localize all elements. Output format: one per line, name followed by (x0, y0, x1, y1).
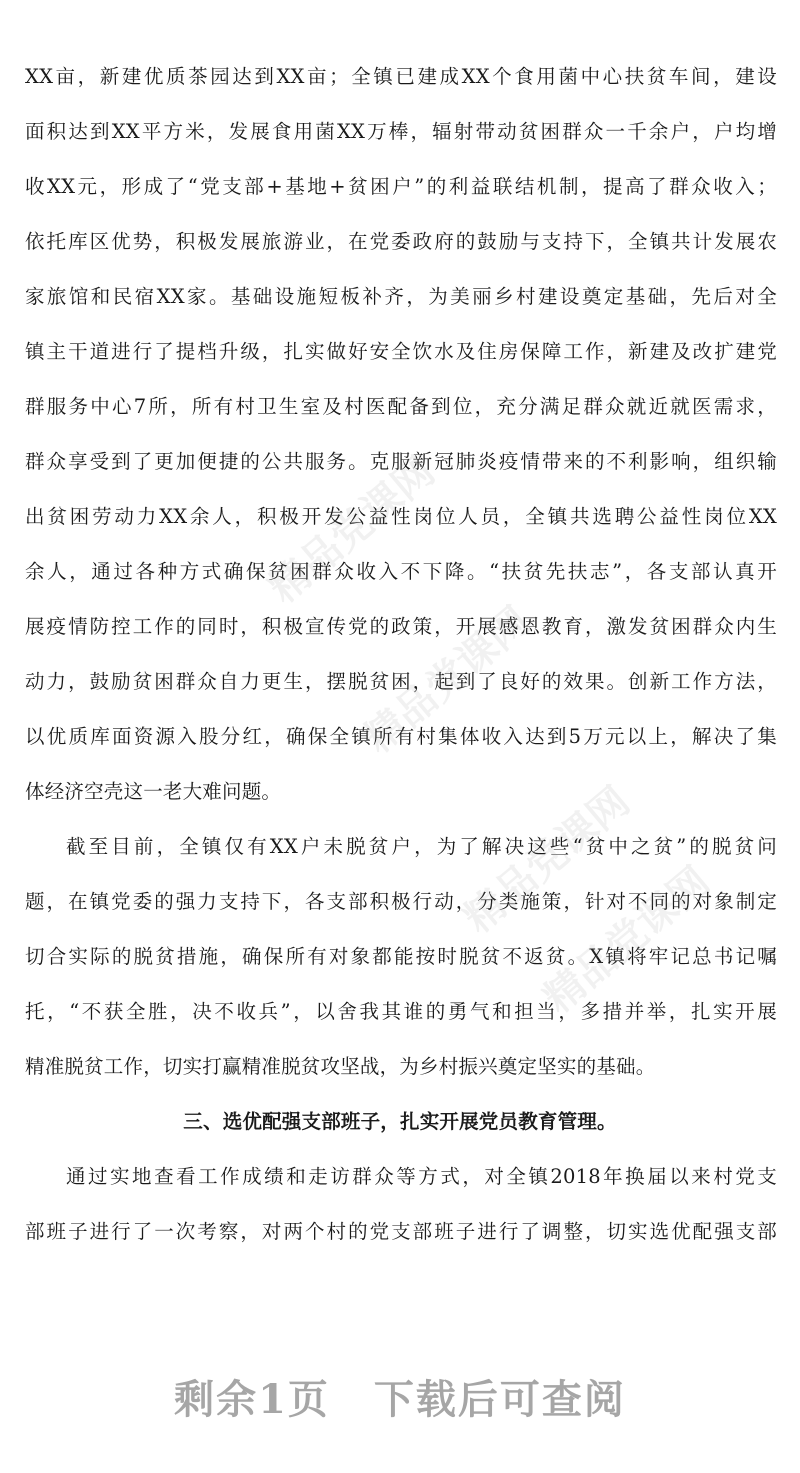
text-line: 展疫情防控工作的同时，积极宣传党的政策，开展感恩教育，激发贫困群众内生 (25, 615, 777, 638)
text-line: 镇主干道进行了提档升级，扎实做好安全饮水及住房保障工作，新建及改扩建党 (25, 340, 777, 363)
text-line: 面积达到XX平方米，发展食用菌XX万棒，辐射带动贫困群众一千余户，户均增 (25, 120, 777, 143)
text-line: 题，在镇党委的强力支持下，各支部积极行动，分类施策，针对不同的对象制定 (25, 890, 777, 913)
text-line: 体经济空壳这一老大难问题。 (25, 780, 282, 803)
text-line: 依托库区优势，积极发展旅游业，在党委政府的鼓励与支持下，全镇共计发展农 (25, 230, 777, 253)
preview-limit-banner[interactable] (0, 1368, 800, 1425)
text-line: 余人，通过各种方式确保贫困群众收入不下降。“扶贫先扶志”，各支部认真开 (25, 560, 777, 583)
text-line: 以优质库面资源入股分红，确保全镇所有村集体收入达到5万元以上，解决了集 (25, 725, 777, 748)
text-line: 部班子进行了一次考察，对两个村的党支部班子进行了调整，切实选优配强支部 (25, 1220, 777, 1243)
download-hint-text: 下载后可查阅 (373, 1376, 626, 1423)
watermark-text: 精品党课网 (455, 778, 639, 943)
text-line: 出贫困劳动力XX余人，积极开发公益性岗位人员，全镇共选聘公益性岗位XX (25, 505, 777, 528)
text-line: 群服务中心7所，所有村卫生室及村医配备到位，充分满足群众就近就医需求， (25, 395, 777, 418)
paragraph-start-line: 截至目前，全镇仅有XX户未脱贫户，为了解决这些“贫中之贫”的脱贫问 (66, 835, 777, 858)
watermark-text: 精品党课网 (260, 448, 444, 613)
text-line: 群众享受到了更加便捷的公共服务。克服新冠肺炎疫情带来的不利影响，组织输 (25, 450, 777, 473)
text-line: 家旅馆和民宿XX家。基础设施短板补齐，为美丽乡村建设奠定基础，先后对全 (25, 285, 777, 308)
watermark-text: 精品党课网 (355, 598, 539, 763)
text-line: 切合实际的脱贫措施，确保所有对象都能按时脱贫不返贫。X镇将牢记总书记嘱 (25, 945, 777, 968)
watermark-text: 精品党课网 (535, 858, 719, 1023)
text-line: 托，“不获全胜，决不收兵”，以舍我其谁的勇气和担当，多措并举，扎实开展 (25, 1000, 777, 1023)
text-line: 收XX元，形成了“党支部+基地+贫困户”的利益联结机制，提高了群众收入； (25, 175, 777, 198)
text-line: 动力，鼓励贫困群众自力更生，摆脱贫困，起到了良好的效果。创新工作方法， (25, 670, 777, 693)
text-line: 精准脱贫工作，切实打赢精准脱贫攻坚战，为乡村振兴奠定坚实的基础。 (25, 1055, 656, 1078)
text-line: XX亩，新建优质茶园达到XX亩；全镇已建成XX个食用菌中心扶贫车间，建设 (25, 65, 777, 88)
paragraph-start-line: 通过实地查看工作成绩和走访群众等方式，对全镇2018年换届以来村党支 (66, 1165, 777, 1188)
cut-off-previous-line (25, 0, 777, 6)
section-heading: 三、选优配强支部班子，扎实开展党员教育管理。 (183, 1110, 617, 1133)
remaining-pages-text: 剩余1页 (174, 1376, 330, 1423)
